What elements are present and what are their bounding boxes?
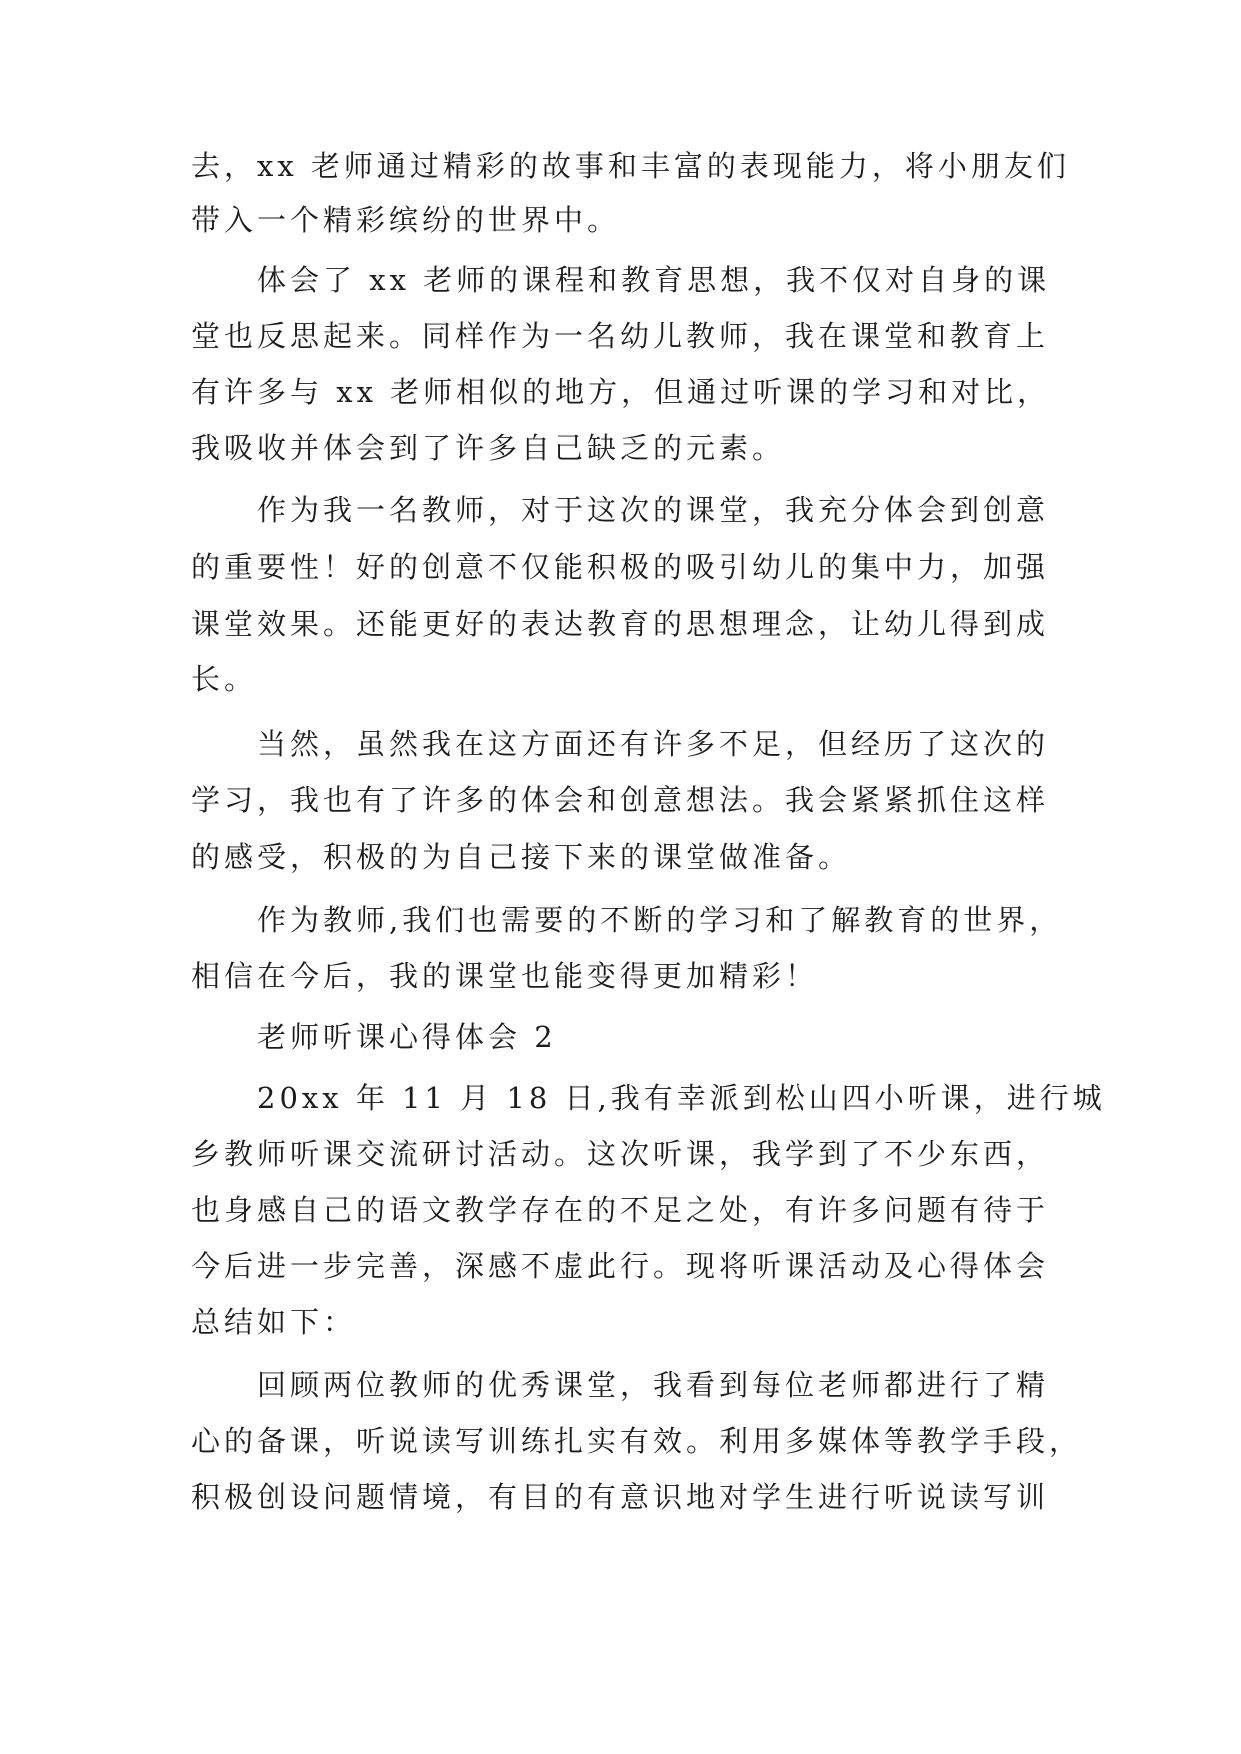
paragraph-line: 体会了 xx 老师的课程和教育思想，我不仅对自身的课 (257, 263, 1051, 297)
paragraph-line: 带入一个精彩缤纷的世界中。 (191, 203, 621, 237)
paragraph-line: 的感受，积极的为自己接下来的课堂做准备。 (191, 840, 852, 874)
paragraph-line: 长。 (191, 662, 258, 696)
paragraph-line: 去，xx 老师通过精彩的故事和丰富的表现能力，将小朋友们 (191, 149, 1070, 183)
paragraph-line: 当然，虽然我在这方面还有许多不足，但经历了这次的 (257, 727, 1050, 761)
paragraph-line: 20xx 年 11 月 18 日,我有幸派到松山四小听课，进行城 (257, 1081, 1106, 1115)
paragraph-line: 积极创设问题情境，有目的有意识地对学生进行听说读写训 (191, 1480, 1050, 1514)
paragraph-line: 作为我一名教师，对于这次的课堂，我充分体会到创意 (257, 493, 1050, 527)
paragraph-line: 课堂效果。还能更好的表达教育的思想理念，让幼儿得到成 (191, 607, 1050, 641)
paragraph-line: 的重要性！好的创意不仅能积极的吸引幼儿的集中力，加强 (191, 550, 1050, 584)
paragraph-line: 有许多与 xx 老师相似的地方，但通过听课的学习和对比， (191, 375, 1051, 409)
paragraph-line: 相信在今后，我的课堂也能变得更加精彩！ (191, 959, 819, 993)
paragraph-line: 学习，我也有了许多的体会和创意想法。我会紧紧抓住这样 (191, 783, 1050, 817)
paragraph-line: 总结如下： (191, 1305, 357, 1339)
paragraph-line: 回顾两位教师的优秀课堂，我看到每位老师都进行了精 (257, 1368, 1050, 1402)
paragraph-line: 作为教师,我们也需要的不断的学习和了解教育的世界， (257, 903, 1063, 937)
paragraph-line: 堂也反思起来。同样作为一名幼儿教师，我在课堂和教育上 (191, 319, 1050, 353)
paragraph-line: 乡教师听课交流研讨活动。这次听课，我学到了不少东西， (191, 1137, 1050, 1171)
paragraph-line: 我吸收并体会到了许多自己缺乏的元素。 (191, 431, 786, 465)
paragraph-line: 也身感自己的语文教学存在的不足之处，有许多问题有待于 (191, 1193, 1050, 1227)
paragraph-line: 今后进一步完善，深感不虚此行。现将听课活动及心得体会 (191, 1249, 1050, 1283)
paragraph-line: 心的备课，听说读写训练扎实有效。利用多媒体等教学手段， (191, 1424, 1083, 1458)
section-heading: 老师听课心得体会 2 (257, 1020, 557, 1054)
